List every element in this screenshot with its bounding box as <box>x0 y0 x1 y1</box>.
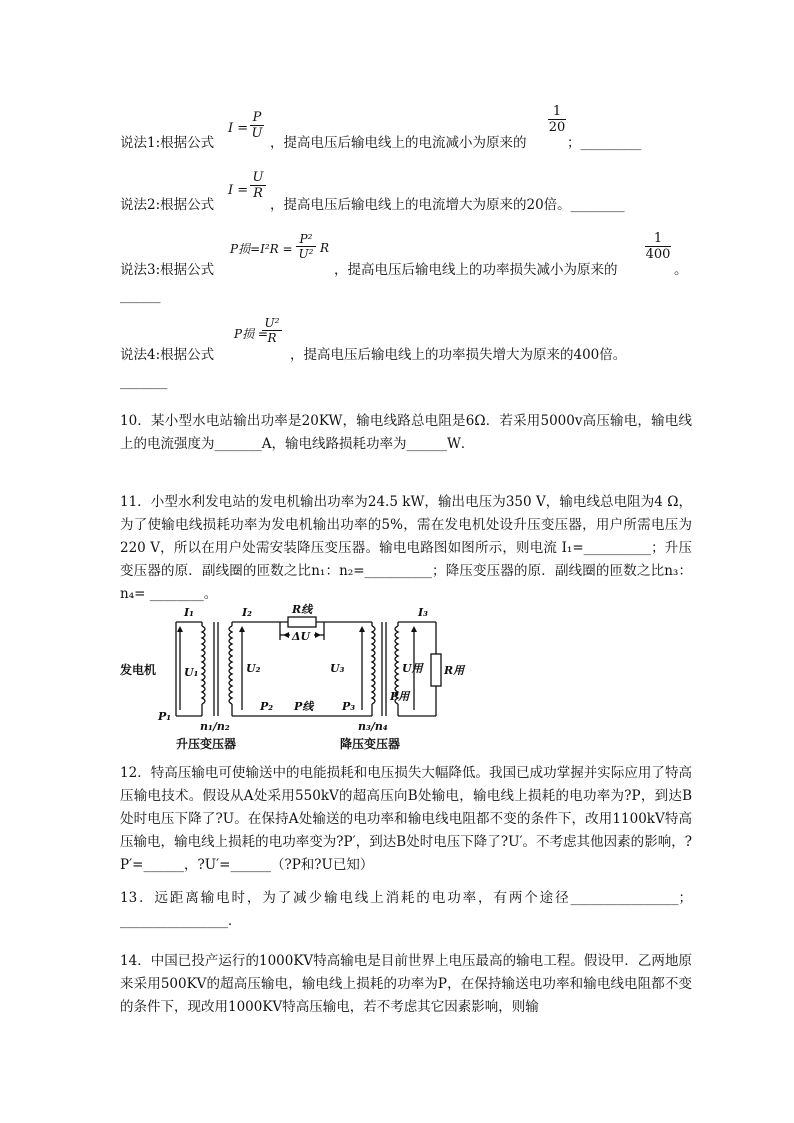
question-10: 10．某小型水电站输出功率是20KW，输电线路总电阻是6Ω．若采用5000v高压输电，输电线上的电流强度为_______A，输电线路损耗功率为______W． <box>120 413 692 452</box>
document-page: 说法1:根据公式 I = P U ，提高电压后输电线上的电流减小为原来的 1 20 ；_________ 说法2:根据公式 I = U R ，提高电压后输电线上的电流增大为原来的20倍。________ 说法3:根据公式 P损=I²R = P² U² R ，提高电压后输电线上的功率损失减小为原来的 1 400 。 ______ 说法4:根据公式 P损 = U² R ，提高电压后输电线上的功率损失增大为原来的400倍。 _______ 10．某小型水电站输出功率是20KW，输电线路总电阻是6Ω．若采用5000v高压输电，输电线上的电流强度为_______A，输电线路损耗功率为______W． 11．小型水利发电站的发电机输出功率为24.5 kW，输出电压为350 V，输电线总电阻为4 Ω，为了使输电线损耗功率为发电机输出功率的5%，需在发电机处设升压变压器，用户所需电压为220 V，所以在用户处需安装降压变压器。输电电路图如图所示，则电流 I₁=__________；升压变压器的原．副线圈的匝数之比n₁：n₂=__________；降压变压器的原．副线圈的匝数之比n₃：n₄= ________。 发电机 I₁ I₂ I₃ R线 ΔU U₁ U₂ U₃ U用 R用 P₁ P₂ P线 P₃ P用 n₁/n₂ n₃/n₄ 升压变压器 降压变压器 12．特高压输电可使输送中的电能损耗和电压损失大幅降低。我国已成功掌握并实际应用了特高压输电技术。假设从A处采用550kV的超高压向B处输电，输电线上损耗的电功率为?P，到达B处时电压下降了?U。在保持A处输送的电功率和输电线电阻都不变的条件下，改用1100kV特高压输电，输电线上损耗的电功率变为?P′，到达B处时电压下降了?U′。不考虑其他因素的影响，?P′=______，?U′=______（?P和?U已知） 13．远距离输电时，为了减少输电线上消耗的电功率，有两个途径________________；________________． 14．中国已投产运行的1000KV特高输电是目前世界上电压最高的输电工程。假设甲．乙两地原来采用500KV的超高压输电，输电线上损耗的功率为P，在保持输送电功率和输电线电阻都不变的条件下，现改用1000KV特高压输电，若不考虑其它因素影响，则输 <box>0 0 794 1123</box>
question-12: 12．特高压输电可使输送中的电能损耗和电压损失大幅降低。我国已成功掌握并实际应用了特高压输电技术。假设从A处采用550kV的超高压向B处输电，输电线上损耗的电功率为?P，到达B处时电压下降了?U。在保持A处输送的电功率和输电线电阻都不变的条件下，改用1100kV特高压输电，输电线上损耗的电功率变为?P′，到达B处时电压下降了?U′。不考虑其他因素的影响，?P′=______，?U′=______（?P和?U已知） <box>120 765 692 873</box>
label-I3: I₃ <box>418 606 428 619</box>
claim-1-label: 说法1:根据公式 <box>120 135 215 151</box>
label-P1: P₁ <box>158 710 172 723</box>
label-I1: I₁ <box>184 606 194 619</box>
claim-4-fraction: U² R <box>262 316 282 345</box>
claim-1-fraction: P U <box>251 110 263 141</box>
label-step-up: 升压变压器 <box>176 737 237 751</box>
claim-3-blank: ______ <box>120 288 161 304</box>
label-Rline: R线 <box>292 603 313 616</box>
label-n34: n₃/n₄ <box>358 720 388 733</box>
claim-4-text: ，提高电压后输电线上的功率损失增大为原来的400倍。 <box>290 347 627 363</box>
claim-2-label: 说法2:根据公式 <box>120 197 215 213</box>
label-Puse: P用 <box>390 690 410 703</box>
label-step-down: 降压变压器 <box>340 737 401 751</box>
claim-3-fraction: P² U² <box>296 232 316 261</box>
claim-4-label: 说法4:根据公式 <box>120 347 215 363</box>
claim-3-formula-tail: R <box>320 241 330 255</box>
claim-1-ratio: 1 20 <box>548 104 566 135</box>
label-deltaU: ΔU <box>292 630 311 643</box>
line-resistor <box>288 617 316 627</box>
claim-3-ratio: 1 400 <box>645 231 671 262</box>
question-13: 13．远距离输电时，为了减少输电线上消耗的电功率，有两个途径________________；________________． <box>120 890 692 929</box>
label-Uuse: U用 <box>402 662 423 675</box>
step-up-secondary-coil <box>229 626 232 704</box>
step-up-primary-coil <box>202 626 205 704</box>
label-P2: P₂ <box>260 700 274 713</box>
claim-4-blank: _______ <box>120 374 168 390</box>
step-down-primary-coil <box>372 626 375 704</box>
claim-2-fraction: U R <box>250 170 266 201</box>
label-U2: U₂ <box>246 662 261 675</box>
label-U1: U₁ <box>184 666 199 679</box>
transmission-circuit-diagram <box>118 603 465 754</box>
claim-1-tail: ；_________ <box>567 135 642 151</box>
claim-3-label: 说法3:根据公式 <box>120 262 215 278</box>
label-Pline: P线 <box>294 700 314 713</box>
claim-2-text: ，提高电压后输电线上的电流增大为原来的20倍。________ <box>270 197 625 213</box>
question-11: 11．小型水利发电站的发电机输出功率为24.5 kW，输出电压为350 V，输电线总电阻为4 Ω，为了使输电线损耗功率为发电机输出功率的5%，需在发电机处设升压变压器，用户所需电压为220 V，所以在用户处需安装降压变压器。输电电路图如图所示，则电流 I₁=__________；升压变压器的原．副线圈的匝数之比n₁：n₂=__________；降压变压器的原．副线圈的匝数之比n₃：n₄= ________。 <box>120 494 692 602</box>
claim-3-tail: 。 <box>674 262 688 278</box>
label-U3: U₃ <box>330 662 345 675</box>
claim-3-text: ，提高电压后输电线上的功率损失减小为原来的 <box>334 262 618 278</box>
label-P3: P₃ <box>342 700 356 713</box>
claim-1-text: ，提高电压后输电线上的电流减小为原来的 <box>270 135 527 151</box>
user-load-resistor <box>431 654 441 686</box>
label-n12: n₁/n₂ <box>200 720 230 733</box>
label-I2: I₂ <box>242 606 252 619</box>
question-14: 14．中国已投产运行的1000KV特高输电是目前世界上电压最高的输电工程。假设甲．乙两地原来采用500KV的超高压输电，输电线上损耗的功率为P，在保持输送电功率和输电线电阻都不变的条件下，现改用1000KV特高压输电，若不考虑其它因素影响，则输 <box>120 953 692 1015</box>
label-generator: 发电机 <box>120 663 157 677</box>
label-Ruse: R用 <box>444 664 465 677</box>
